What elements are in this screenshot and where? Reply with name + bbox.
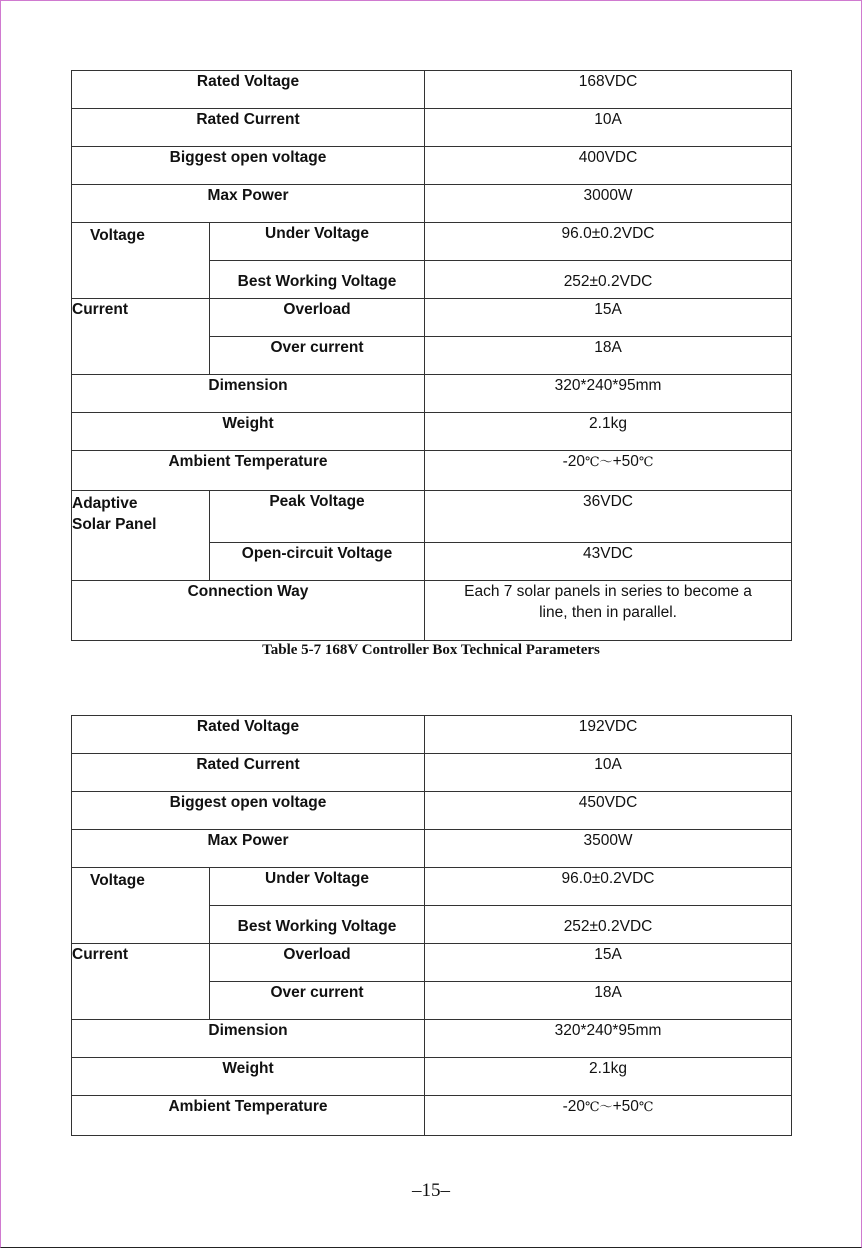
rated-voltage-value: 168VDC (425, 71, 792, 109)
table-row (72, 1096, 792, 1136)
over-current-value: 18A (425, 337, 792, 375)
table-row (72, 413, 792, 451)
overload-value: 15A (425, 944, 792, 982)
dimension-value: 320*240*95mm (425, 375, 792, 413)
overload-label: Overload (210, 944, 425, 982)
ambient-temp-high: +50 (612, 453, 639, 470)
open-voltage-value: 450VDC (425, 792, 792, 830)
connection-way-label: Connection Way (72, 581, 425, 641)
table-row (72, 375, 792, 413)
rated-current-value: 10A (425, 109, 792, 147)
ambient-temp-low: -20 (562, 1098, 586, 1115)
solar-group-line1: Adaptive (72, 495, 138, 512)
table-row (72, 1058, 792, 1096)
table-row (72, 185, 792, 223)
rated-voltage-label: Rated Voltage (72, 716, 425, 754)
table-row (72, 147, 792, 185)
table-row (72, 868, 792, 906)
connection-line1: Each 7 solar panels in series to become a (464, 583, 752, 600)
under-voltage-value: 96.0±0.2VDC (425, 868, 792, 906)
spec-table-192v (71, 715, 792, 1136)
under-voltage-label: Under Voltage (210, 868, 425, 906)
voltage-group-label: Voltage (72, 868, 210, 944)
best-working-label: Best Working Voltage (210, 261, 425, 299)
peak-voltage-value: 36VDC (425, 491, 792, 543)
table-caption: Table 5-7 168V Controller Box Technical Parameters (262, 642, 600, 658)
over-current-label: Over current (210, 982, 425, 1020)
rated-voltage-value: 192VDC (425, 716, 792, 754)
solar-group-line2: Solar Panel (72, 516, 157, 533)
celsius-tilde-symbol: ℃～ (585, 455, 613, 470)
current-group-label: Current (72, 299, 210, 375)
dimension-label: Dimension (72, 375, 425, 413)
under-voltage-label: Under Voltage (210, 223, 425, 261)
rated-voltage-label: Rated Voltage (72, 71, 425, 109)
peak-voltage-label: Peak Voltage (210, 491, 425, 543)
celsius-symbol: ℃ (638, 455, 654, 470)
weight-label: Weight (72, 1058, 425, 1096)
ambient-temp-label: Ambient Temperature (72, 1096, 425, 1136)
max-power-label: Max Power (72, 185, 425, 223)
over-current-value: 18A (425, 982, 792, 1020)
celsius-symbol: ℃ (638, 1100, 654, 1115)
table-row (72, 716, 792, 754)
max-power-value: 3500W (425, 830, 792, 868)
over-current-label: Over current (210, 337, 425, 375)
connection-way-value (425, 581, 792, 641)
open-voltage-label: Biggest open voltage (72, 147, 425, 185)
ambient-temp-value (425, 1096, 792, 1136)
ambient-temp-label: Ambient Temperature (72, 451, 425, 491)
table-row (72, 1020, 792, 1058)
spec-table-168v (71, 70, 792, 641)
ambient-temp-high: +50 (612, 1098, 639, 1115)
weight-value: 2.1kg (425, 413, 792, 451)
max-power-value: 3000W (425, 185, 792, 223)
dimension-label: Dimension (72, 1020, 425, 1058)
page-number: –15– (412, 1180, 450, 1201)
open-circuit-value: 43VDC (425, 543, 792, 581)
under-voltage-value: 96.0±0.2VDC (425, 223, 792, 261)
ambient-temp-value (425, 451, 792, 491)
table-row (72, 451, 792, 491)
table-row (72, 830, 792, 868)
best-working-label: Best Working Voltage (210, 906, 425, 944)
weight-value: 2.1kg (425, 1058, 792, 1096)
best-working-value: 252±0.2VDC (425, 261, 792, 299)
table-row (72, 109, 792, 147)
table-row (72, 581, 792, 641)
rated-current-label: Rated Current (72, 754, 425, 792)
table-row (72, 223, 792, 261)
table-row (72, 754, 792, 792)
table-row (72, 792, 792, 830)
rated-current-value: 10A (425, 754, 792, 792)
max-power-label: Max Power (72, 830, 425, 868)
open-voltage-value: 400VDC (425, 147, 792, 185)
ambient-temp-low: -20 (562, 453, 586, 470)
dimension-value: 320*240*95mm (425, 1020, 792, 1058)
best-working-value: 252±0.2VDC (425, 906, 792, 944)
solar-panel-group-label (72, 491, 210, 581)
open-circuit-label: Open-circuit Voltage (210, 543, 425, 581)
overload-value: 15A (425, 299, 792, 337)
table-row (72, 491, 792, 543)
table-row (72, 944, 792, 982)
overload-label: Overload (210, 299, 425, 337)
voltage-group-label: Voltage (72, 223, 210, 299)
open-voltage-label: Biggest open voltage (72, 792, 425, 830)
rated-current-label: Rated Current (72, 109, 425, 147)
current-group-label: Current (72, 944, 210, 1020)
connection-line2: line, then in parallel. (539, 604, 677, 621)
table-row (72, 299, 792, 337)
table-row (72, 71, 792, 109)
weight-label: Weight (72, 413, 425, 451)
celsius-tilde-symbol: ℃～ (585, 1100, 613, 1115)
